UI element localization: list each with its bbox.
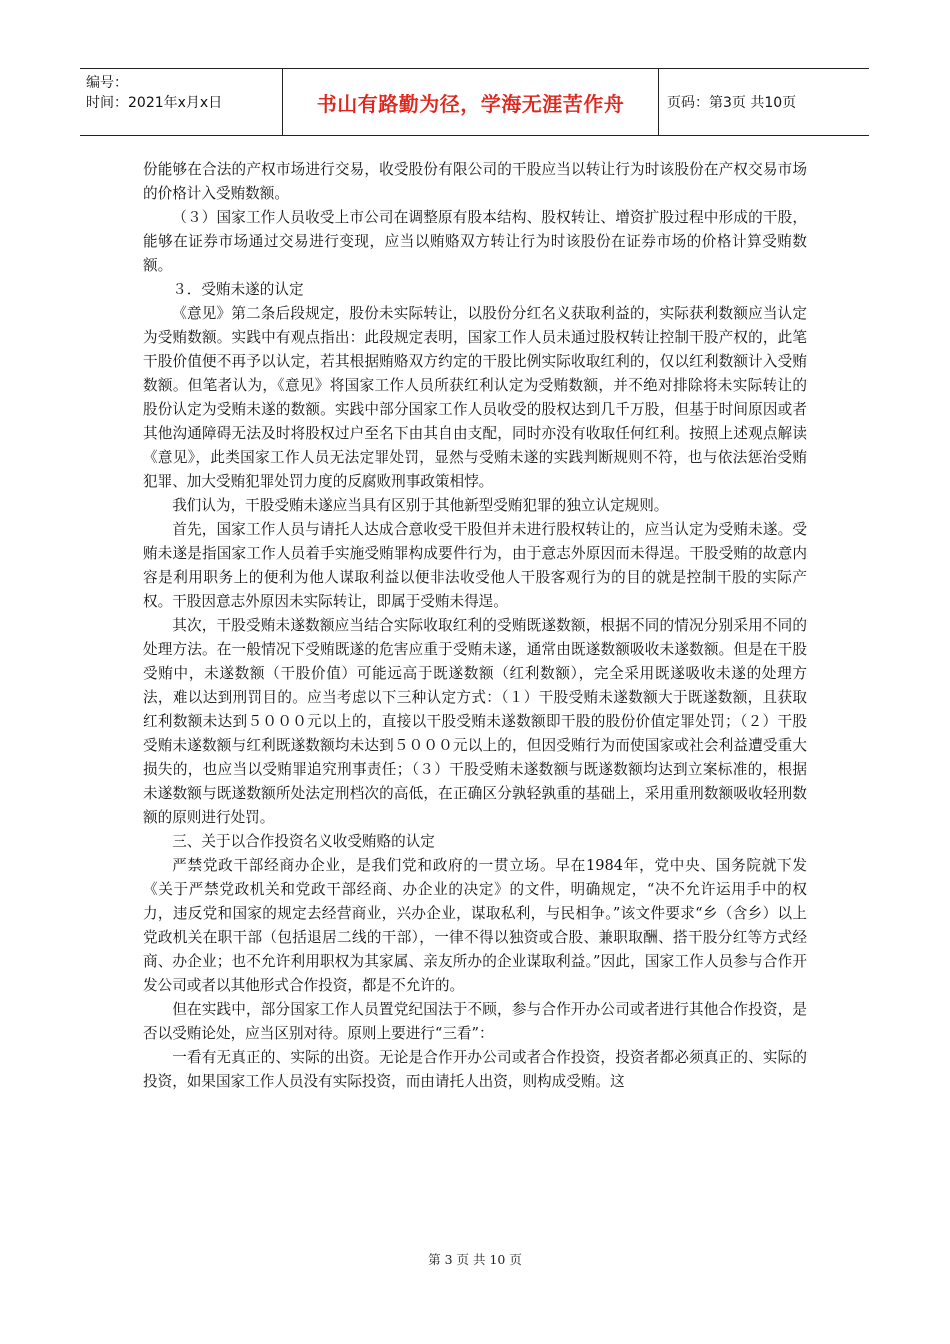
page-footer: 第 3 页 共 10 页 bbox=[428, 1252, 522, 1267]
paragraph: 份能够在合法的产权市场进行交易，收受股份有限公司的干股应当以转让行为时该股份在产权交易市场的价格计入受贿数额。 bbox=[143, 161, 807, 202]
page-header bbox=[80, 68, 869, 136]
header-meta bbox=[80, 69, 283, 135]
section-heading: 三、关于以合作投资名义收受贿赂的认定 bbox=[172, 833, 435, 850]
header-motto: 书山有路勤为径，学海无涯苦作舟 bbox=[283, 69, 659, 135]
paragraph: 但在实践中，部分国家工作人员置党纪国法于不顾，参与合作开办公司或者进行其他合作投资，是否以受贿论处，应当区别对待。原则上要进行“三看”： bbox=[143, 1001, 807, 1042]
section-heading: ３．受贿未遂的认定 bbox=[172, 281, 304, 298]
paragraph: 其次，干股受贿未遂数额应当结合实际收取红利的受贿既遂数额，根据不同的情况分别采用不同的处理方法。在一般情况下受贿既遂的危害应重于受贿未遂，通常由既遂数额吸收未遂数额。但是在干股受贿中，未遂数额（干股价值）可能远高于既遂数额（红利数额），完全采用既遂吸收未遂的处理方法，难以达到刑罚目的。应当考虑以下三种认定方式：（１）干股受贿未遂数额大于既遂数额，且获取红利数额未达到５０００元以上的，直接以干股受贿未遂数额即干股的股份价值定罪处罚；（２）干股受贿未遂数额与红利既遂数额均未达到５０００元以上的，但因受贿行为而使国家或社会利益遭受重大损失的，也应当以受贿罪追究刑事责任；（３）干股受贿未遂数额与既遂数额均达到立案标准的，根据未遂数额与既遂数额所处法定刑档次的高低，在正确区分孰轻孰重的基础上，采用重刑数额吸收轻刑数额的原则进行处罚。 bbox=[143, 617, 807, 826]
header-page-label: 页码：第3页 共10页 bbox=[667, 95, 797, 111]
paragraph: 首先，国家工作人员与请托人达成合意收受干股但并未进行股权转让的，应当认定为受贿未遂。受贿未遂是指国家工作人员着手实施受贿罪构成要件行为，由于意志外原因而未得逞。干股受贿的故意内容是利用职务上的便利为他人谋取利益以便非法收受他人干股客观行为的目的就是控制干股的实际产权。干股因意志外原因未实际转让，即属于受贿未得逞。 bbox=[143, 521, 807, 610]
document-date-label: 时间：2021年x月x日 bbox=[86, 95, 223, 111]
paragraph: 严禁党政干部经商办企业，是我们党和政府的一贯立场。早在1984年，党中央、国务院就下发《关于严禁党政机关和党政干部经商、办企业的决定》的文件，明确规定，“决不允许运用手中的权力，违反党和国家的规定去经营商业，兴办企业，谋取私利，与民相争。”该文件要求“乡（含乡）以上党政机关在职干部（包括退居二线的干部），一律不得以独资或合股、兼职取酬、搭干股分红等方式经商、办企业；也不允许利用职权为其家属、亲友所办的企业谋取利益。”因此，国家工作人员参与合作开发公司或者以其他形式合作投资，都是不允许的。 bbox=[143, 857, 807, 994]
paragraph: 《意见》第二条后段规定，股份未实际转让，以股份分红名义获取利益的，实际获利数额应当认定为受贿数额。实践中有观点指出：此段规定表明，国家工作人员未通过股权转让控制干股产权的，此笔干股价值便不再予以认定，若其根据贿赂双方约定的干股比例实际收取红利的，仅以红利数额计入受贿数额。但笔者认为，《意见》将国家工作人员所获红利认定为受贿数额，并不绝对排除将未实际转让的股份认定为受贿未遂的数额。实践中部分国家工作人员收受的股权达到几千万股，但基于时间原因或者其他沟通障碍无法及时将股权过户至名下由其自由支配，同时亦没有收取任何红利。按照上述观点解读《意见》，此类国家工作人员无法定罪处罚，显然与受贿未遂的实践判断规则不符，也与依法惩治受贿犯罪、加大受贿犯罪处罚力度的反腐败刑事政策相悖。 bbox=[143, 305, 807, 490]
paragraph: 我们认为，干股受贿未遂应当具有区别于其他新型受贿犯罪的独立认定规则。 bbox=[172, 497, 669, 514]
paragraph: 一看有无真正的、实际的出资。无论是合作开办公司或者合作投资，投资者都必须真正的、实际的投资，如果国家工作人员没有实际投资，而由请托人出资，则构成受贿。这 bbox=[143, 1049, 807, 1090]
document-number-label: 编号： bbox=[86, 75, 128, 91]
document-body bbox=[143, 158, 807, 1094]
paragraph: （３）国家工作人员收受上市公司在调整原有股本结构、股权转让、增资扩股过程中形成的干股，能够在证券市场通过交易进行变现，应当以贿赂双方转让行为时该股份在证券市场的价格计算受贿数额。 bbox=[143, 209, 807, 274]
